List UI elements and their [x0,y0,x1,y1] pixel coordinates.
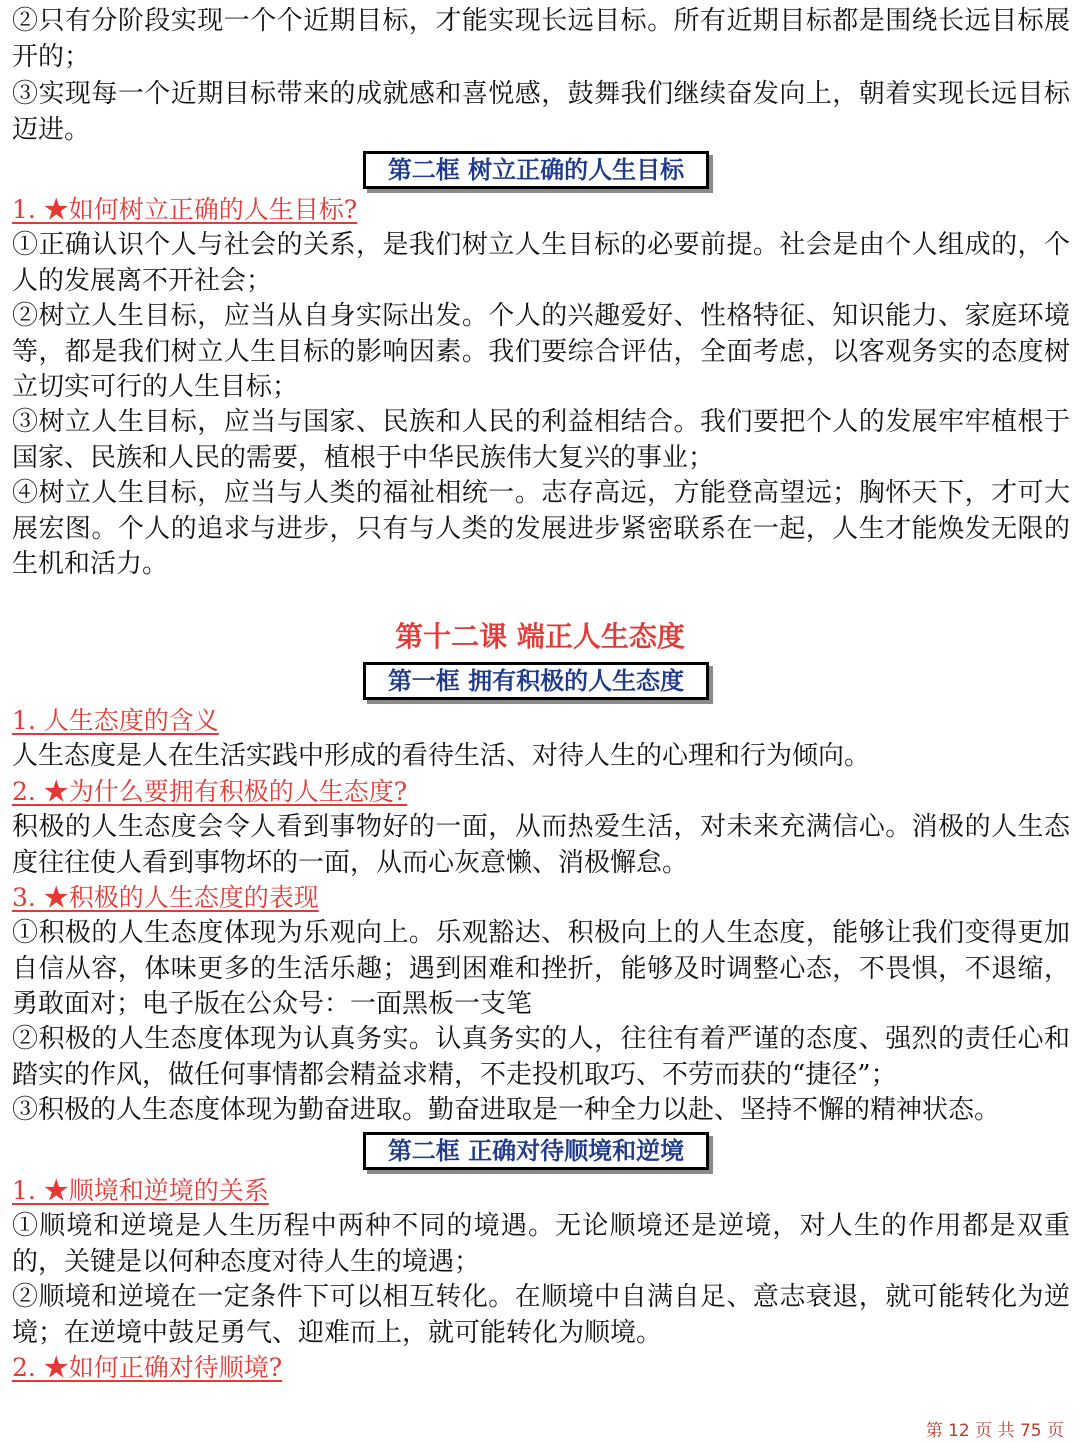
question-heading: 3. ★积极的人生态度的表现 [12,883,319,912]
paragraph: ②只有分阶段实现一个个近期目标，才能实现长远目标。所有近期目标都是围绕长远目标展开的； [12,6,1070,72]
paragraph: ③积极的人生态度体现为勤奋进取。勤奋进取是一种全力以赴、坚持不懈的精神状态。 [12,1095,1001,1125]
paragraph: ②顺境和逆境在一定条件下可以相互转化。在顺境中自满自足、意志衰退，就可能转化为逆境；在逆境中鼓足勇气、迎难而上，就可能转化为顺境。 [12,1282,1070,1348]
section-frame-title: 第一框 拥有积极的人生态度 [363,662,709,700]
question-heading: 1. 人生态度的含义 [12,706,219,735]
paragraph: ①积极的人生态度体现为乐观向上。乐观豁达、积极向上的人生态度，能够让我们变得更加自信从容，体味更多的生活乐趣；遇到困难和挫折，能够及时调整心态，不畏惧，不退缩，勇敢面对；电子版在公众号：一面黑板一支笔 [12,918,1070,1019]
question-heading: 1. ★如何树立正确的人生目标? [12,195,358,224]
question-heading: 1. ★顺境和逆境的关系 [12,1176,269,1205]
paragraph: ④树立人生目标，应当与人类的福祉相统一。志存高远，方能登高望远；胸怀天下，才可大展宏图。个人的追求与进步，只有与人类的发展进步紧密联系在一起，人生才能焕发无限的生机和活力。 [12,478,1070,579]
paragraph: ②树立人生目标，应当从自身实际出发。个人的兴趣爱好、性格特征、知识能力、家庭环境等，都是我们树立人生目标的影响因素。我们要综合评估，全面考虑，以客观务实的态度树立切实可行的人生目标； [12,301,1070,402]
paragraph: 人生态度是人在生活实践中形成的看待生活、对待人生的心理和行为倾向。 [12,741,871,771]
paragraph: ①正确认识个人与社会的关系，是我们树立人生目标的必要前提。社会是由个人组成的，个人的发展离不开社会； [12,230,1070,296]
paragraph: ②积极的人生态度体现为认真务实。认真务实的人，往往有着严谨的态度、强烈的责任心和踏实的作风，做任何事情都会精益求精，不走投机取巧、不劳而获的“捷径”； [12,1024,1070,1090]
paragraph: 积极的人生态度会令人看到事物好的一面，从而热爱生活，对未来充满信心。消极的人生态度往往使人看到事物坏的一面，从而心灰意懒、消极懈怠。 [12,812,1070,878]
paragraph: ①顺境和逆境是人生历程中两种不同的境遇。无论顺境还是逆境，对人生的作用都是双重的，关键是以何种态度对待人生的境遇； [12,1211,1070,1277]
section-frame-title: 第二框 正确对待顺境和逆境 [363,1132,709,1170]
question-heading: 2. ★为什么要拥有积极的人生态度? [12,777,408,806]
paragraph: ③树立人生目标，应当与国家、民族和人民的利益相结合。我们要把个人的发展牢牢植根于国家、民族和人民的需要，植根于中华民族伟大复兴的事业； [12,407,1070,473]
paragraph: ③实现每一个近期目标带来的成就感和喜悦感，鼓舞我们继续奋发向上，朝着实现长远目标迈进。 [12,79,1070,145]
page-number: 第 12 页 共 75 页 [925,1421,1064,1441]
section-frame-title: 第二框 树立正确的人生目标 [363,151,709,189]
lesson-title: 第十二课 端正人生态度 [395,620,685,653]
question-heading: 2. ★如何正确对待顺境? [12,1353,283,1382]
